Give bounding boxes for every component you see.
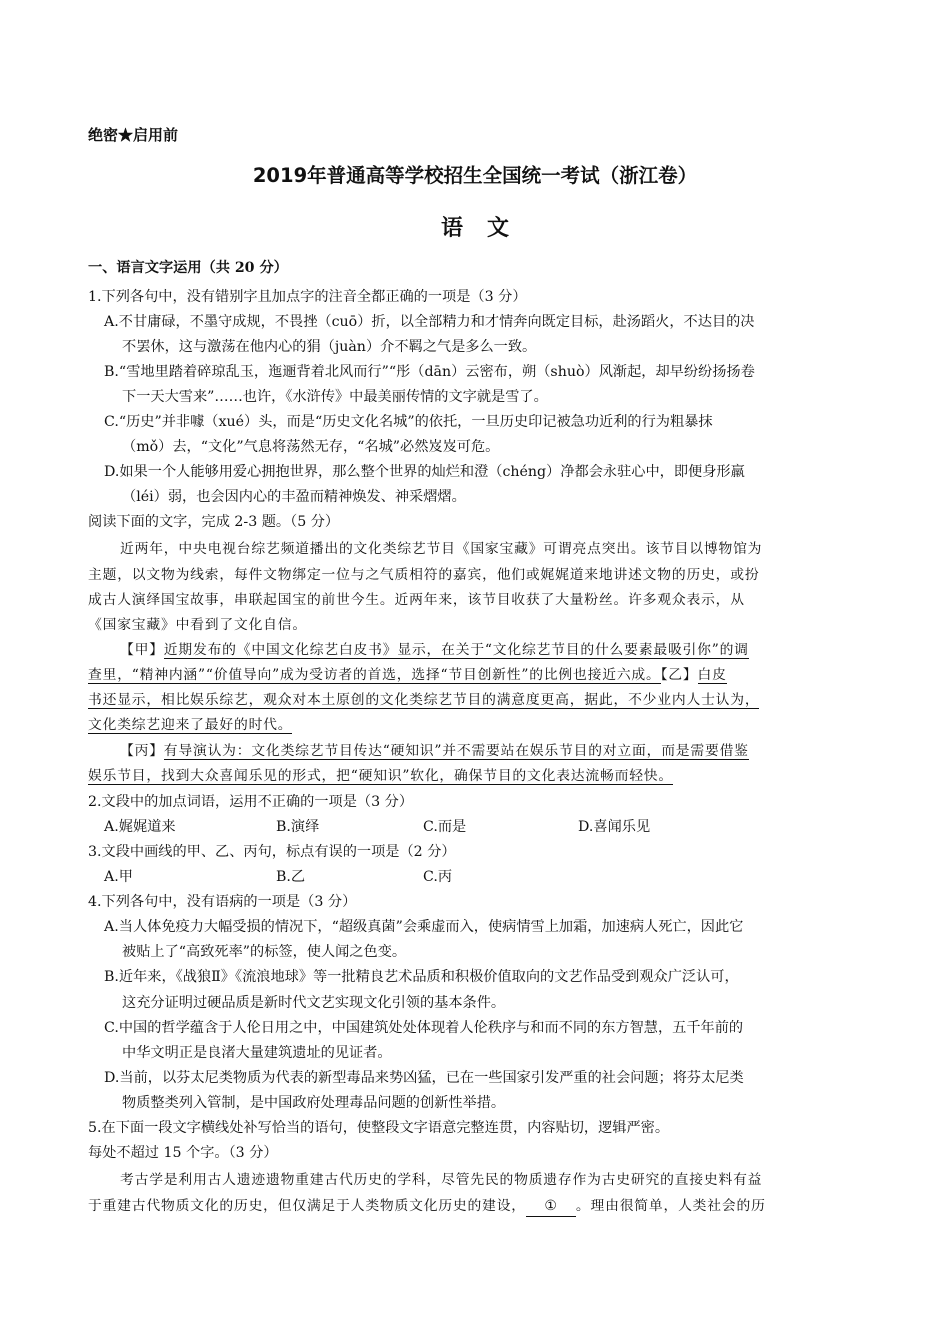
passage-p1-line2: 主题，以文物为线索，每件文物绑定一位与之气质相符的嘉宾，他们或娓娓道来地讲述文物的历史，或扮: [88, 567, 760, 583]
q2-option-b: B.演绎: [276, 819, 320, 835]
passage-yi-line3: [88, 715, 292, 735]
q4-option-a-line2: 被贴上了“高致死率”的标签，使人闻之色变。: [122, 944, 407, 960]
q5-stem-line2: 每处不超过 15 个字。（3 分）: [88, 1145, 278, 1161]
q1-option-d-line1: D.如果一个人能够用爱心拥抱世界，那么整个世界的灿烂和澄（chéng）净都会永驻心中，即便身形羸: [104, 464, 745, 480]
q1-option-d-line2: （léi）弱，也会因内心的丰盈而精神焕发、神采熠熠。: [122, 489, 466, 505]
reading-intro: 阅读下面的文字，完成 2-3 题。（5 分）: [88, 514, 340, 530]
jia-sentence-part1: 近期发布的《中国文化综艺白皮书》显示，在关于“文化综艺节目的什么要素最吸引你”的调: [163, 642, 749, 658]
passage-p1-line1: 近两年，中央电视台综艺频道播出的文化类综艺节目《国家宝藏》可谓亮点突出。该节目以博物馆为: [120, 541, 763, 557]
q2-option-c: C.而是: [423, 819, 467, 835]
q1-stem: 1.下列各句中，没有错别字且加点字的注音全都正确的一项是（3 分）: [88, 289, 527, 305]
passage-bing-line2: [88, 766, 673, 786]
q3-option-b: B.乙: [276, 869, 306, 885]
bing-sentence-part2: 娱乐节目，找到大众喜闻乐见的形式，把“硬知识”软化，确保节目的文化表达流畅而轻快。: [88, 768, 673, 784]
yi-sentence-part1: 白皮: [697, 667, 727, 683]
confidential-stamp: 绝密★启用前: [88, 126, 179, 144]
q5-blank-1[interactable]: ①: [526, 1196, 576, 1217]
bing-sentence-part1: 有导演认为：文化类综艺节目传达“硬知识”并不需要站在娱乐节目的对立面，而是需要借鉴: [163, 743, 749, 759]
q2-option-d: D.喜闻乐见: [578, 819, 651, 835]
q1-option-c-line1: C.“历史”并非噱（xué）头，而是“历史文化名城”的依托，一旦历史印记被急功近利的行为粗暴抹: [104, 414, 713, 430]
q4-option-b-line1: B.近年来，《战狼Ⅱ》《流浪地球》等一批精良艺术品质和积极价值取向的文艺作品受到观众广泛认可，: [104, 969, 739, 985]
q2-option-a: A.娓娓道来: [104, 819, 176, 835]
passage-jia-line1: [120, 640, 749, 660]
q4-option-d-line1: D.当前，以芬太尼类物质为代表的新型毒品来势凶猛，已在一些国家引发严重的社会问题；将芬太尼类: [104, 1070, 744, 1086]
q1-option-c-line2: （mǒ）去，“文化”气息将荡然无存，“名城”必然岌岌可危。: [122, 439, 500, 455]
subject-title: 语文: [440, 215, 533, 241]
jia-sentence-part2: 查里，“精神内涵”“价值导向”成为受访者的首选，选择“节目创新性”的比例也接近六成。: [88, 667, 661, 683]
q1-option-a-line2: 不罢休，这与激荡在他内心的狷（juàn）介不羁之气是多么一致。: [122, 339, 537, 355]
passage-jia-line2: [88, 665, 727, 685]
passage-bing-line1: [120, 741, 749, 761]
q1-option-b-line2: 下一天大雪来”……也许，《水浒传》中最美丽传情的文字就是雪了。: [122, 389, 548, 405]
section-heading: 一、语言文字运用（共 20 分）: [88, 260, 288, 276]
jia-marker: 【甲】: [120, 642, 164, 658]
yi-sentence-part3: 文化类综艺迎来了最好的时代。: [88, 717, 293, 733]
q5-stem: 5.在下面一段文字横线处补写恰当的语句，使整段文字语意完整连贯，内容贴切，逻辑严密。: [88, 1120, 670, 1136]
yi-marker: 【乙】: [660, 667, 698, 683]
q4-stem: 4.下列各句中，没有语病的一项是（3 分）: [88, 894, 357, 910]
q5-passage-line2-end: 。理由很简单，人类社会的历: [575, 1198, 766, 1214]
passage-p1-line4: 《国家宝藏》中看到了文化自信。: [88, 617, 307, 633]
q4-option-a-line1: A.当人体免疫力大幅受损的情况下，“超级真菌”会乘虚而入，使病情雪上加霜，加速病人死亡，因此它: [104, 919, 744, 935]
q4-option-c-line2: 中华文明正是良渚大量建筑遗址的见证者。: [122, 1045, 392, 1061]
yi-sentence-part2: 书还显示，相比娱乐综艺，观众对本土原创的文化类综艺节目的满意度更高，据此，不少业内人士认为，: [88, 692, 760, 708]
q4-option-b-line2: 这充分证明过硬品质是新时代文艺实现文化引领的基本条件。: [122, 995, 506, 1011]
q4-option-c-line1: C.中国的哲学蕴含于人伦日用之中，中国建筑处处体现着人伦秩序与和而不同的东方智慧，五千年前的: [104, 1020, 744, 1036]
q1-option-b-line1: B.“雪地里踏着碎琼乱玉，迤逦背着北风而行”“彤（dān）云密布，朔（shuò）风渐起，却早纷纷扬扬卷: [104, 364, 755, 380]
q2-stem: 2.文段中的加点词语，运用不正确的一项是（3 分）: [88, 794, 414, 810]
q3-stem: 3.文段中画线的甲、乙、丙句，标点有误的一项是（2 分）: [88, 844, 456, 860]
passage-p1-line3: 成古人演绎国宝故事，串联起国宝的前世今生。近两年来，该节目收获了大量粉丝。许多观众表示，从: [88, 592, 745, 608]
q1-option-a-line1: A.不甘庸碌，不墨守成规，不畏挫（cuō）折，以全部精力和才情奔向既定目标，赴汤蹈火，不达目的决: [104, 314, 755, 330]
exam-title: 2019年普通高等学校招生全国统一考试（浙江卷）: [252, 164, 698, 187]
bing-marker: 【丙】: [120, 743, 164, 759]
q3-option-a: A.甲: [104, 869, 133, 885]
q5-passage-line2-start: 于重建古代物质文化的历史，但仅满足于人类物质文化历史的建设，: [88, 1198, 526, 1214]
q3-option-c: C.丙: [423, 869, 453, 885]
q5-passage-line2: [88, 1196, 766, 1217]
q5-passage-line1: 考古学是利用古人遗迹遗物重建古代历史的学科，尽管先民的物质遗存作为古史研究的直接史料有益: [120, 1172, 763, 1188]
q4-option-d-line2: 物质整类列入管制，是中国政府处理毒品问题的创新性举措。: [122, 1095, 506, 1111]
passage-yi-line2: [88, 690, 759, 710]
